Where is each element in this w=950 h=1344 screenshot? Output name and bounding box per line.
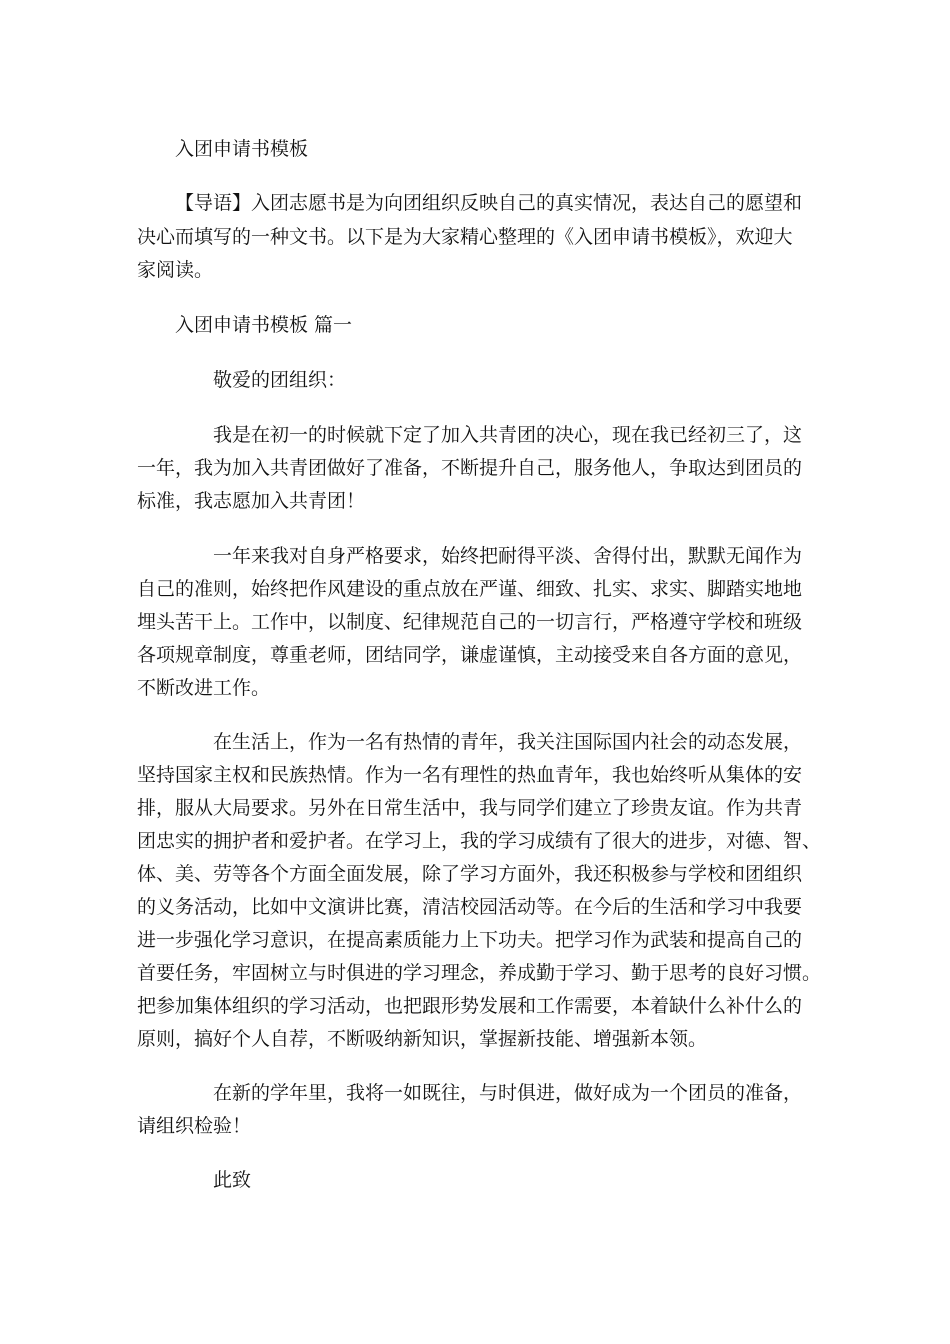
paragraph3-line-9: 把参加集体组织的学习活动，也把跟形势发展和工作需要，本着缺什么补什么的 bbox=[137, 995, 803, 1017]
document-title: 入团申请书模板 bbox=[175, 138, 309, 160]
paragraph2-line-3: 埋头苦干上。工作中，以制度、纪律规范自己的一切言行，严格遵守学校和班级 bbox=[137, 611, 803, 633]
intro-line-2: 决心而填写的一种文书。以下是为大家精心整理的《入团申请书模板》，欢迎大 bbox=[137, 226, 793, 248]
paragraph1-line-1: 我是在初一的时候就下定了加入共青团的决心，现在我已经初三了，这 bbox=[213, 424, 803, 446]
paragraph2-line-4: 各项规章制度，尊重老师，团结同学，谦虚谨慎，主动接受来自各方面的意见， bbox=[137, 644, 803, 666]
paragraph3-line-5: 体、美、劳等各个方面全面发展，除了学习方面外，我还积极参与学校和团组织 bbox=[137, 863, 803, 885]
paragraph1-line-2: 一年，我为加入共青团做好了准备，不断提升自己，服务他人，争取达到团员的 bbox=[137, 457, 803, 479]
paragraph2-line-1: 一年来我对自身严格要求，始终把耐得平淡、舍得付出，默默无闻作为 bbox=[213, 545, 803, 567]
closing: 此致 bbox=[213, 1169, 252, 1191]
paragraph3-line-8: 首要任务，牢固树立与时俱进的学习理念，养成勤于学习、勤于思考的良好习惯。 bbox=[137, 962, 822, 984]
intro-line-3: 家阅读。 bbox=[137, 259, 214, 281]
paragraph4-line-1: 在新的学年里，我将一如既往，与时俱进，做好成为一个团员的准备， bbox=[213, 1082, 803, 1104]
paragraph3-line-1: 在生活上，作为一名有热情的青年，我关注国际国内社会的动态发展， bbox=[213, 731, 803, 753]
paragraph3-line-10: 原则，搞好个人自荐，不断吸纳新知识，掌握新技能、增强新本领。 bbox=[137, 1028, 708, 1050]
salutation: 敬爱的团组织： bbox=[213, 369, 347, 391]
paragraph1-line-3: 标准，我志愿加入共青团！ bbox=[137, 490, 366, 512]
paragraph4-line-2: 请组织检验！ bbox=[137, 1115, 252, 1137]
intro-line-1: 【导语】入团志愿书是为向团组织反映自己的真实情况，表达自己的愿望和 bbox=[175, 192, 803, 214]
paragraph2-line-5: 不断改进工作。 bbox=[137, 677, 271, 699]
section-heading: 入团申请书模板 篇一 bbox=[175, 314, 353, 336]
paragraph3-line-4: 团忠实的拥护者和爱护者。在学习上，我的学习成绩有了很大的进步，对德、智、 bbox=[137, 830, 822, 852]
paragraph3-line-6: 的义务活动，比如中文演讲比赛，清洁校园活动等。在今后的生活和学习中我要 bbox=[137, 896, 803, 918]
paragraph3-line-2: 坚持国家主权和民族热情。作为一名有理性的热血青年，我也始终听从集体的安 bbox=[137, 764, 803, 786]
paragraph3-line-7: 进一步强化学习意识，在提高素质能力上下功夫。把学习作为武装和提高自己的 bbox=[137, 929, 803, 951]
paragraph3-line-3: 排，服从大局要求。另外在日常生活中，我与同学们建立了珍贵友谊。作为共青 bbox=[137, 797, 803, 819]
paragraph2-line-2: 自己的准则，始终把作风建设的重点放在严谨、细致、扎实、求实、脚踏实地地 bbox=[137, 578, 803, 600]
